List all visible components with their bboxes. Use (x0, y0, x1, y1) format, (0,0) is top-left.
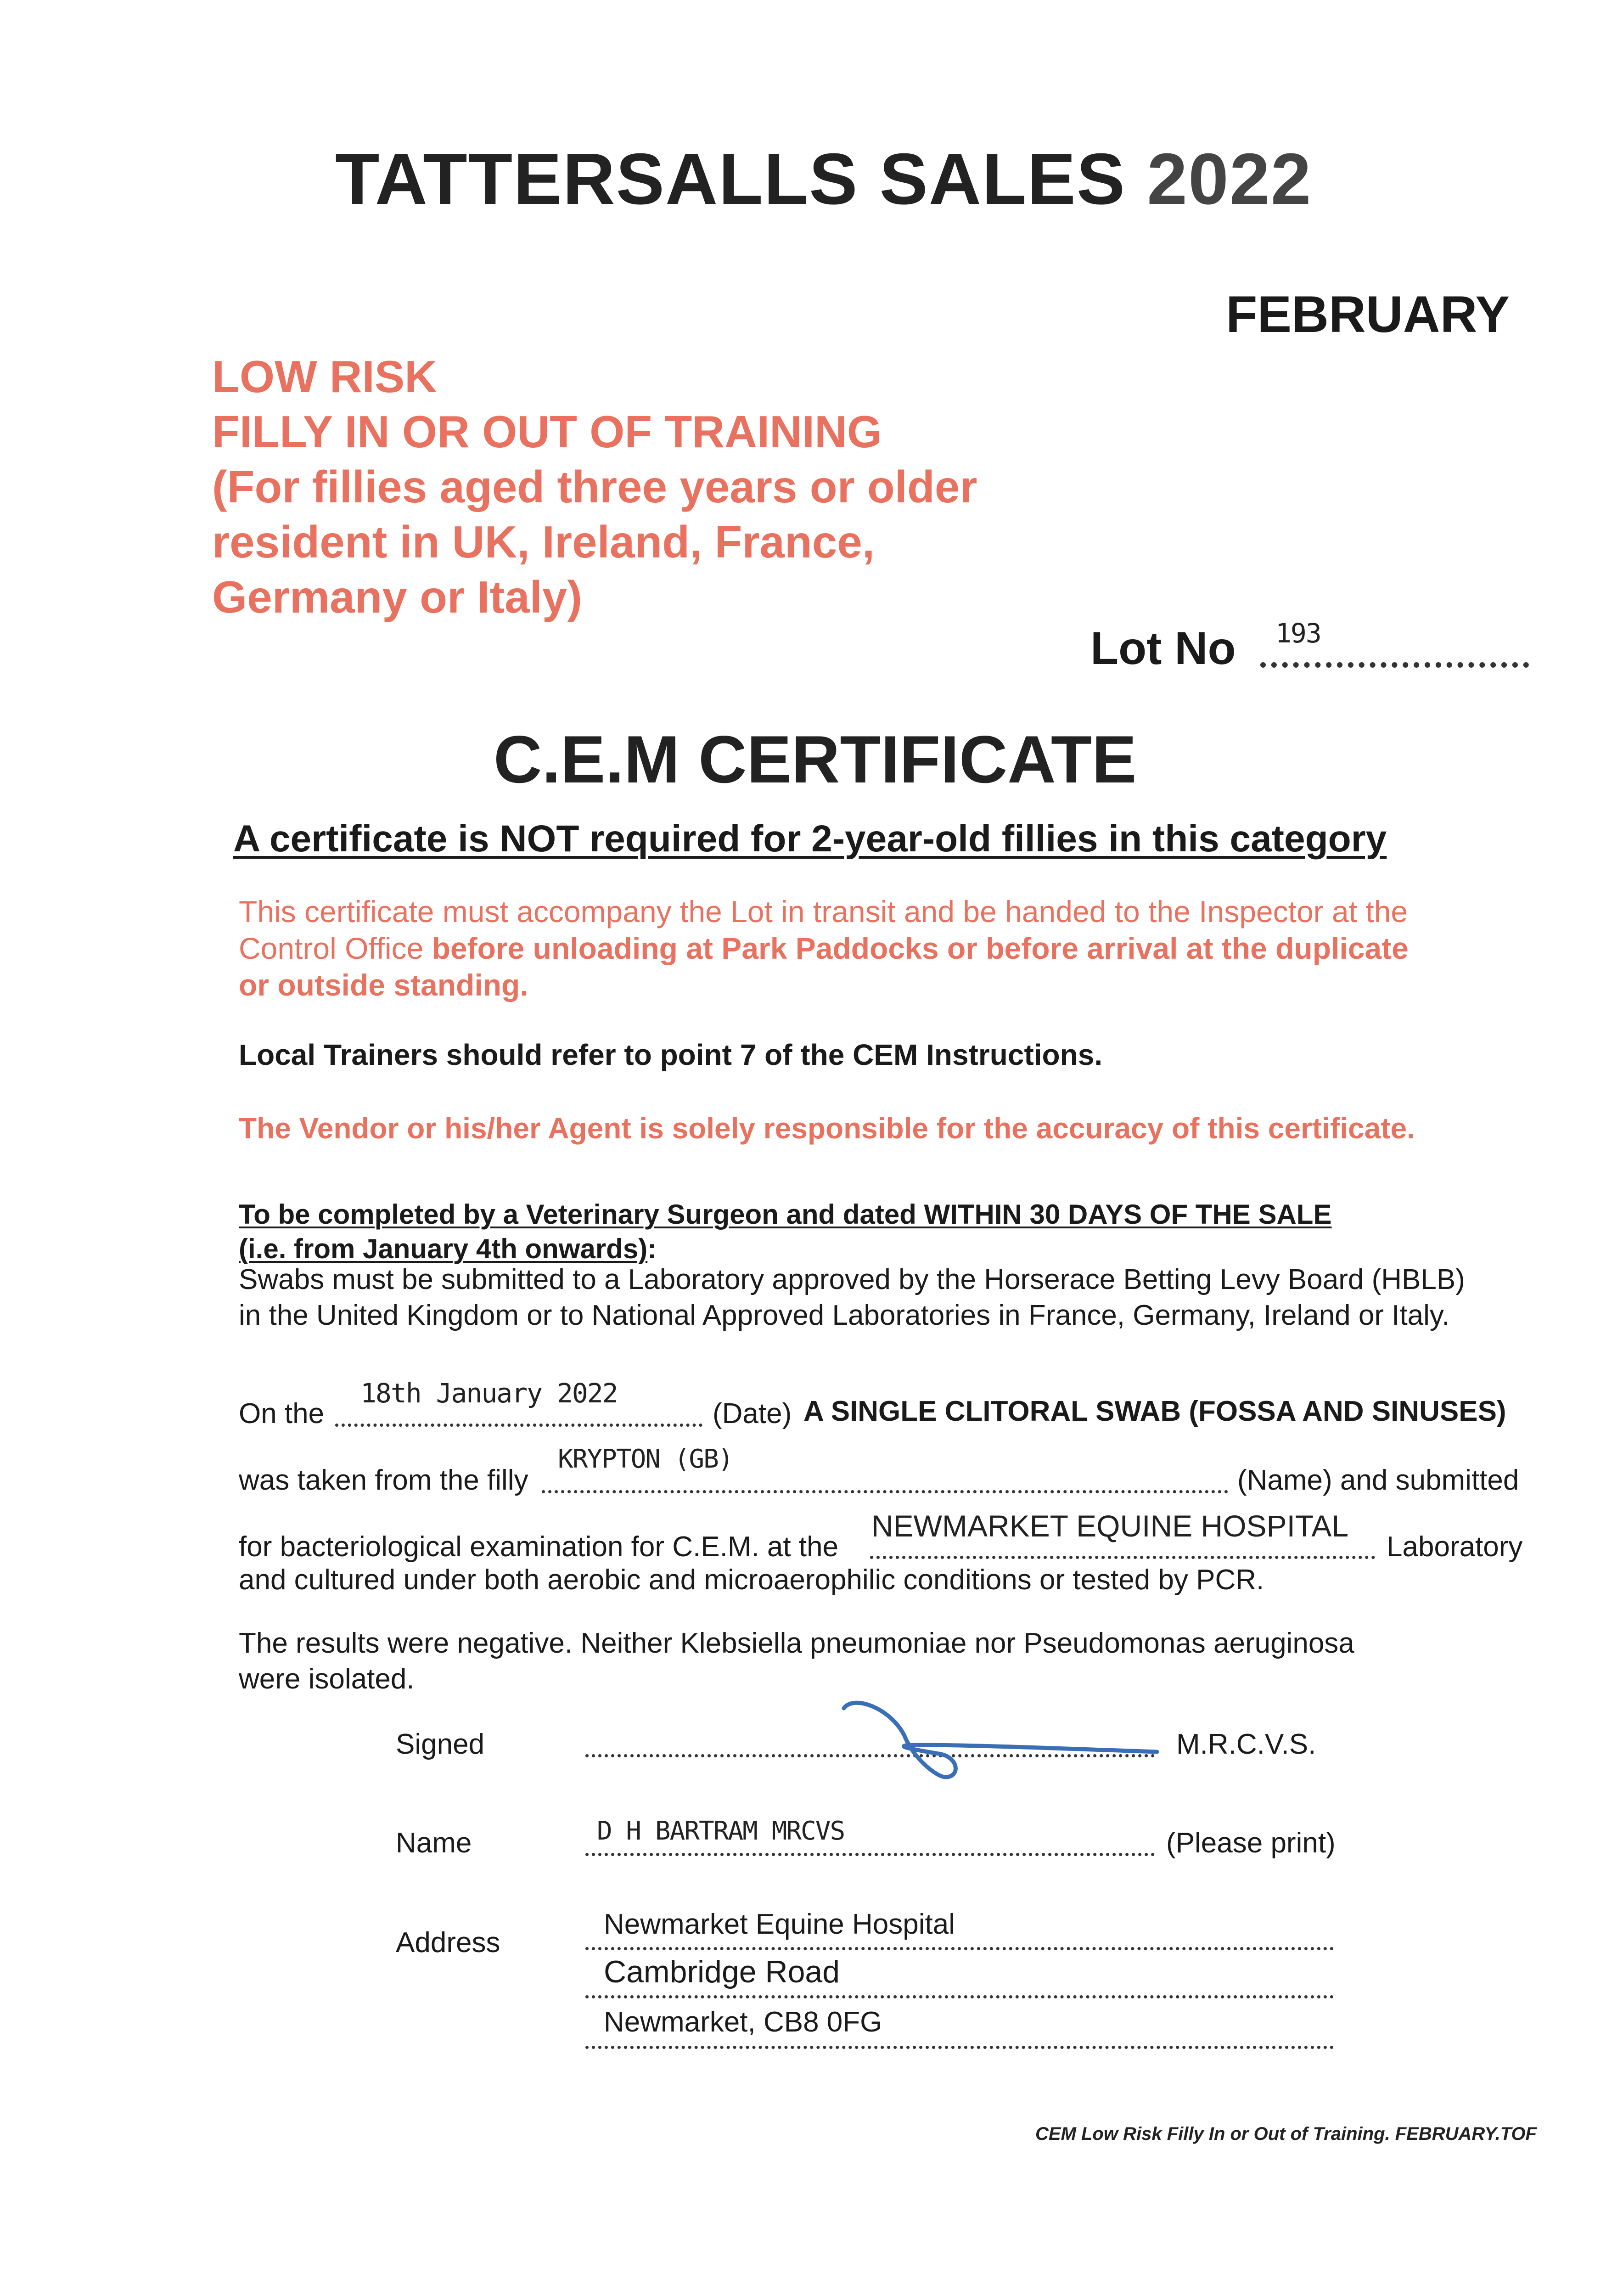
swabs-line-1: Swabs must be submitted to a Laboratory approved by the Horserace Betting Levy Board (HBLB) (239, 1264, 1465, 1295)
filly-name-value: KRYPTON (GB) (558, 1444, 733, 1474)
certificate-notice: A certificate is NOT required for 2-year-old fillies in this category (233, 818, 1387, 860)
on-the-label: On the (239, 1398, 325, 1429)
category-line-5: Germany or Italy) (212, 572, 583, 622)
address-field-2[interactable] (585, 1995, 1334, 1998)
category-block (212, 349, 977, 625)
handwritten-signature (836, 1690, 1171, 1800)
title-year: 2022 (1147, 139, 1312, 219)
name-print-suffix: (Please print) (1166, 1827, 1336, 1859)
taken-label: was taken from the filly (239, 1464, 528, 1496)
category-line-2: FILLY IN OR OUT OF TRAINING (212, 406, 882, 457)
results-line-2: were isolated. (239, 1663, 415, 1695)
footer-reference: CEM Low Risk Filly In or Out of Training. FEBRUARY.TOF (1035, 2124, 1537, 2144)
lot-number-value: 193 (1275, 618, 1321, 649)
swabs-text (239, 1262, 1465, 1334)
cultured-text: and cultured under both aerobic and microaerophilic conditions or tested by PCR. (239, 1564, 1264, 1596)
laboratory-value: NEWMARKET EQUINE HOSPITAL (871, 1509, 1349, 1543)
exam-label: for bacteriological examination for C.E.M. at the (239, 1531, 839, 1563)
sale-month: FEBRUARY (1226, 286, 1510, 343)
address-label: Address (396, 1927, 500, 1958)
address-field-3[interactable] (585, 2046, 1334, 2049)
category-line-4: resident in UK, Ireland, France, (212, 517, 875, 567)
laboratory-suffix: Laboratory (1387, 1531, 1523, 1563)
date-suffix: (Date) (713, 1398, 792, 1429)
category-line-3: (For fillies aged three years or older (212, 461, 977, 512)
title-main: TATTERSALLS SALES (335, 139, 1126, 219)
swabs-line-2: in the United Kingdom or to National Approved Laboratories in France, Germany, Ireland or Italy. (239, 1300, 1450, 1331)
transit-instructions (239, 893, 1409, 1003)
laboratory-field[interactable] (870, 1556, 1375, 1559)
transit-line-1: This certificate must accompany the Lot in transit and be handed to the Inspector at the (239, 895, 1408, 929)
address-line-3: Newmarket, CB8 0FG (604, 2006, 882, 2038)
results-line-1: The results were negative. Neither Klebsiella pneumoniae nor Pseudomonas aeruginosa (239, 1627, 1354, 1659)
local-trainers-note: Local Trainers should refer to point 7 of the CEM Instructions. (239, 1038, 1103, 1071)
date-field[interactable] (335, 1424, 702, 1427)
transit-line-2: Control Office before unloading at Park Paddocks or before arrival at the duplicate (239, 931, 1409, 965)
address-line-2: Cambridge Road (604, 1954, 840, 1989)
vet-name-field[interactable] (585, 1853, 1155, 1856)
signed-label: Signed (396, 1728, 485, 1760)
vet-heading-2: (i.e. from January 4th onwards): (239, 1233, 657, 1264)
address-line-1: Newmarket Equine Hospital (604, 1908, 955, 1940)
page-title (335, 138, 1312, 221)
date-value: 18th January 2022 (360, 1378, 618, 1409)
signature-stroke (844, 1703, 1157, 1777)
swab-type: A SINGLE CLITORAL SWAB (FOSSA AND SINUSES) (803, 1396, 1506, 1427)
certificate-title: C.E.M CERTIFICATE (494, 722, 1137, 797)
vendor-note: The Vendor or his/her Agent is solely responsible for the accuracy of this certificate. (239, 1112, 1415, 1145)
signed-suffix: M.R.C.V.S. (1176, 1728, 1316, 1760)
filly-name-field[interactable] (542, 1490, 1228, 1493)
category-line-1: LOW RISK (212, 351, 437, 402)
transit-line-3: or outside standing. (239, 968, 528, 1002)
address-field-1[interactable] (585, 1947, 1334, 1950)
name-suffix: (Name) and submitted (1237, 1464, 1519, 1496)
lot-label: Lot No (1090, 623, 1236, 674)
results-text (239, 1626, 1354, 1697)
name-label: Name (396, 1827, 472, 1859)
vet-name-value: D H BARTRAM MRCVS (597, 1816, 845, 1846)
vet-heading-1: To be completed by a Veterinary Surgeon and dated WITHIN 30 DAYS OF THE SALE (239, 1199, 1332, 1230)
lot-number-line (1260, 662, 1529, 668)
